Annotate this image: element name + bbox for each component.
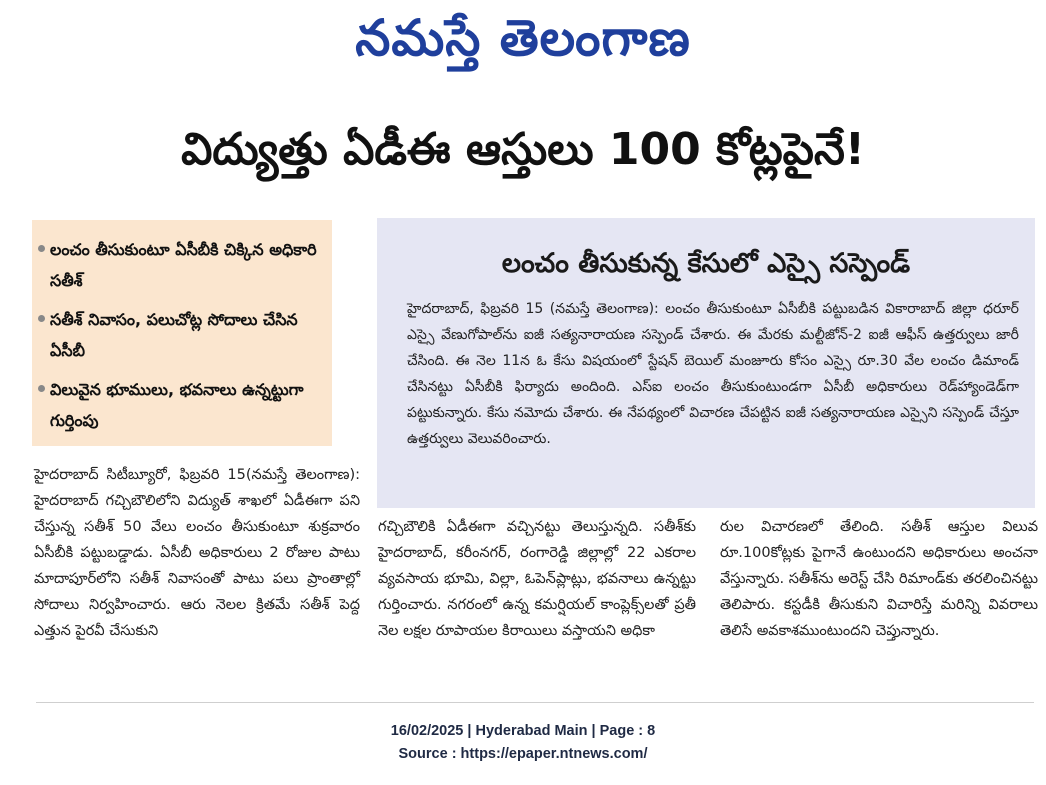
highlight-text: విలువైన భూములు, భవనాలు ఉన్నట్టుగా గుర్తింపు [50,380,304,430]
highlight-text: లంచం తీసుకుంటూ ఏసీబీకి చిక్కిన అధికారి సతీశ్ [50,240,317,290]
highlight-text: సతీశ్ నివాసం, పలుచోట్ల సోదాలు చేసిన ఏసీబీ [50,310,298,360]
bullet-icon [38,315,45,322]
bullet-icon [38,385,45,392]
highlights-box [32,220,332,446]
article-column-1: హైదరాబాద్ సిటీబ్యూరో, ఫిబ్రవరి 15(నమస్తే తెలంగాణ): హైదరాబాద్ గచ్చిబౌలిలోని విద్యుత్ శాఖలో ఏడీఈగా పని చేస్తున్న సతీశ్ 50 వేలు లంచం తీసుకుంటూ శుక్రవారం ఏసీబీకి పట్టుబడ్డాడు. ఏసీబీ అధికారులు 2 రోజుల పాటు మాదాపూర్‌లోని సతీశ్ నివాసంతో పాటు పలు ప్రాంతాల్లో సోదాలు నిర్వహించారు. ఆరు నెలల క్రితమే సతీశ్ పెద్ద ఎత్తున పైరవీ చేసుకుని [34,467,360,639]
newspaper-masthead: నమస్తే తెలంగాణ [355,9,691,67]
bullet-icon [38,245,45,252]
article-column-3: రుల విచారణలో తేలింది. సతీశ్ ఆస్తుల విలువ రూ.100కోట్లకు పైగానే ఉంటుందని అధికారులు అంచనా వేస్తున్నారు. సతీశ్‌ను అరెస్ట్ చేసి రిమాండ్‌కు తరలించినట్టు తెలిపారు. కస్టడీకి తీసుకుని విచారిస్తే మరిన్ని వివరాలు తెలిసే అవకాశముంటుందని చెప్తున్నారు. [720,519,1038,639]
highlight-item [50,234,320,296]
main-headline: విద్యుత్తు ఏడీఈ ఆస్తులు 100 కోట్లపైనే! [181,124,865,175]
footer-edition-info: 16/02/2025 | Hyderabad Main | Page : 8 [390,723,656,739]
sub-story-body: హైదరాబాద్, ఫిబ్రవరి 15 (నమస్తే తెలంగాణ): లంచం తీసుకుంటూ ఏసీబీకి పట్టుబడిన వికారాబాద్ జిల్లా ధరూర్ ఎస్సై వేణుగోపాల్‌ను ఐజీ సత్యనారాయణ సస్పెండ్ చేశారు. ఈ మేరకు మల్టీజోన్-2 ఐజీ ఆఫీస్ ఉత్తర్వులు జారీ చేసింది. ఈ నెల 11న ఓ కేసు విషయంలో స్టేషన్ బెయిల్ మంజూరు కోసం ఎస్సై రూ.30 వేల లంచం డిమాండ్ చేసినట్టు ఏసీబీకి ఫిర్యాదు అందింది. ఎస్‌ఐ లంచం తీసుకుంటుండగా ఏసీబీ అధికారులు రెడ్‌హ్యాండెడ్‌గా పట్టుకున్నారు. కేసు నమోదు చేశారు. ఈ నేపథ్యంలో విచారణ చేపట్టిన ఐజీ సత్యనారాయణ ఎస్సైని సస్పెండ్ చేస్తూ ఉత్తర్వులు వెలువరించారు. [407,301,1019,447]
highlight-item [50,374,320,436]
sub-story-box [377,218,1035,508]
article-column-2: గచ్చిబౌలికి ఏడీఈగా వచ్చినట్టు తెలుస్తున్నది. సతీశ్‌కు హైదరాబాద్, కరీంనగర్, రంగారెడ్డి జిల్లాల్లో 22 ఎకరాల వ్యవసాయ భూమి, విల్లా, ఓపెన్‌ప్లాట్లు, భవనాలు ఉన్నట్టు గుర్తించారు. నగరంలో ఉన్న కమర్షియల్ కాంప్లెక్స్‌లతో ప్రతీ నెల లక్షల రూపాయల కిరాయిలు వస్తాయని అధికా [378,519,696,639]
highlight-item [50,304,320,366]
sub-story-heading: లంచం తీసుకున్న కేసులో ఎస్సై సస్పెండ్ [501,248,911,279]
footer-source: Source : https://epaper.ntnews.com/ [398,746,648,762]
footer-divider [36,702,1034,703]
